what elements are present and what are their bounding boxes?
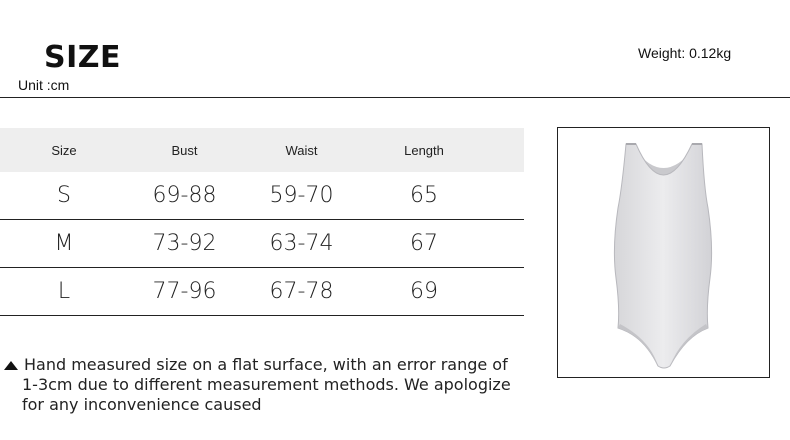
cell-size: M (54, 231, 74, 256)
note-line-3: for any inconvenience caused (22, 395, 262, 414)
column-header-bust: Bust (171, 142, 198, 158)
cell-size: L (57, 279, 71, 304)
page-title: SIZE (44, 40, 122, 75)
triangle-up-icon (4, 361, 18, 370)
column-header-size: Size (51, 142, 77, 158)
cell-bust: 69-88 (152, 183, 217, 208)
cell-size: S (57, 183, 71, 208)
table-row (0, 268, 524, 316)
measurement-note (4, 355, 544, 415)
unit-label: Unit :cm (18, 77, 70, 93)
column-header-length: Length (404, 142, 444, 158)
cell-length: 67 (410, 231, 438, 256)
cell-length: 65 (410, 183, 438, 208)
table-row (0, 220, 524, 268)
table-header-row (0, 128, 524, 172)
cell-waist: 67-78 (269, 279, 334, 304)
note-line-2: 1-3cm due to different measurement methods. We apologize (22, 375, 511, 394)
weight-label: Weight: 0.12kg (638, 45, 732, 61)
column-header-waist: Waist (285, 142, 318, 158)
cell-waist: 63-74 (269, 231, 334, 256)
cell-bust: 73-92 (152, 231, 217, 256)
header-divider (0, 97, 790, 98)
cell-waist: 59-70 (269, 183, 334, 208)
cell-length: 69 (410, 279, 438, 304)
table-row (0, 172, 524, 220)
note-line-1: Hand measured size on a flat surface, with an error range of (24, 355, 508, 374)
bodysuit-illustration (558, 128, 769, 377)
size-table (0, 128, 524, 316)
product-image (557, 127, 770, 378)
cell-bust: 77-96 (152, 279, 217, 304)
